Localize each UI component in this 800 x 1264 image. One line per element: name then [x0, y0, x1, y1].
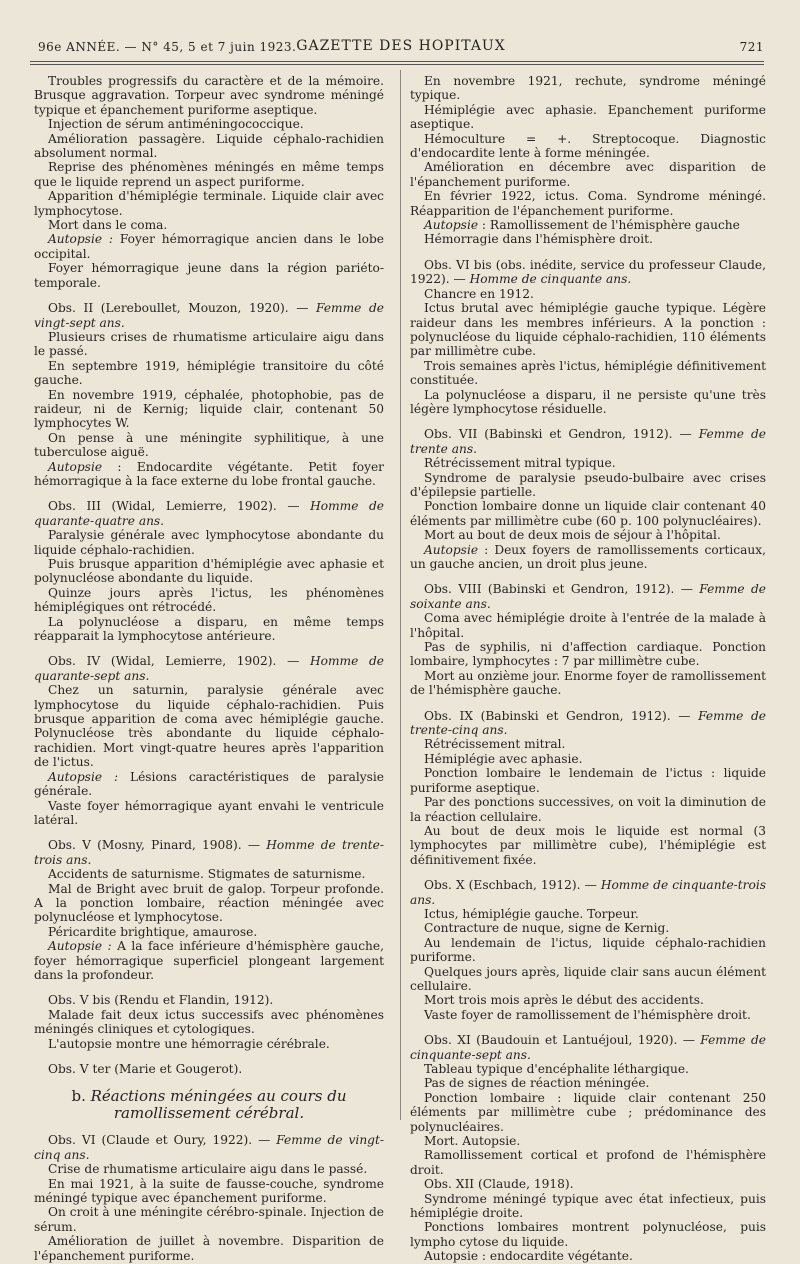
paragraph	[410, 232, 766, 246]
left-column	[34, 74, 384, 1263]
autopsy-label: Autopsie	[48, 459, 103, 474]
paragraph-text: Autopsie : endocardite végétante.	[424, 1249, 633, 1264]
observation-heading	[410, 427, 766, 456]
paragraph-text: Plusieurs crises de rhumatisme articulaire aigu dans le passé.	[34, 329, 384, 359]
paragraph-text: La polynucléose a disparu, en même temps réapparait la lymphocytose antérieure.	[34, 614, 384, 644]
issue-info: 96e ANNÉE. — N° 45, 5 et 7 juin 1923.	[38, 40, 297, 54]
paragraph-text: En novembre 1921, rechute, syndrome méningé typique.	[410, 74, 766, 103]
patient-description: Homme de cinquante ans.	[469, 272, 632, 287]
paragraph	[34, 615, 384, 644]
paragraph-text: Malade fait deux ictus successifs avec phénomènes méningés cliniques et cytologiques.	[34, 1007, 384, 1037]
paragraph	[34, 388, 384, 431]
autopsy-label: Autopsie	[424, 218, 479, 233]
paragraph	[34, 1177, 384, 1206]
paragraph	[410, 103, 766, 132]
paragraph	[34, 867, 384, 881]
paragraph	[34, 74, 384, 117]
observation-ref: Obs. VI bis (obs. inédite, service du professeur Claude, 1922). —	[410, 257, 766, 287]
header-rule-double	[30, 64, 764, 65]
patient-description: Femme de soixante ans.	[410, 582, 766, 611]
paragraph-text: Hémiplégie avec aphasie. Epanchement puriforme aseptique.	[410, 102, 766, 132]
paragraph-text: Mort. Autopsie.	[424, 1134, 521, 1149]
paragraph	[410, 766, 766, 795]
paragraph	[34, 232, 384, 261]
paragraph	[34, 799, 384, 828]
paragraph	[410, 218, 766, 232]
paragraph-text: Quinze jours après l'ictus, les phénomènes hémiplégiques ont rétrocédé.	[34, 585, 384, 615]
paragraph	[410, 499, 766, 528]
paragraph-text: Apparition d'hémiplégie terminale. Liquide clair avec lymphocytose.	[34, 189, 384, 218]
paragraph-text: Ictus brutal avec hémiplégie gauche typique. Légère raideur dans les membres inférieurs. A la ponction : polynucléose du liquide céphalo-rachidien, 110 éléments par millimètre cube.	[410, 301, 766, 359]
paragraph	[410, 752, 766, 766]
observation-heading	[34, 993, 384, 1007]
paragraph-text: Contracture de nuque, signe de Kernig.	[424, 921, 670, 936]
paragraph	[34, 1037, 384, 1051]
paragraph	[410, 388, 766, 417]
paragraph	[410, 1148, 766, 1177]
paragraph	[410, 301, 766, 359]
paragraph-text: Au bout de deux mois le liquide est normal (3 lymphocytes par millimètre cube), l'hémiplégie est définitivement fixée.	[410, 823, 766, 867]
observation-ref: Obs. VIII (Babinski et Gendron, 1912). —	[424, 582, 700, 597]
paragraph	[34, 1162, 384, 1176]
paragraph	[410, 287, 766, 301]
paragraph-text: : Deux foyers de ramollissements corticaux, un gauche ancien, un droit plus jeune.	[410, 542, 766, 571]
paragraph-text: Trois semaines après l'ictus, hémiplégie définitivement constituée.	[410, 358, 766, 388]
paragraph-text: Mort trois mois après le début des accidents.	[424, 993, 704, 1008]
paragraph-text: A la face inférieure d'hémisphère gauche, foyer hémorragique superficiel plongeant largement dans la profondeur.	[34, 939, 384, 982]
paragraph-text: Mort au onzième jour. Enorme foyer de ramollissement de l'hémisphère gauche.	[410, 668, 766, 698]
paragraph-text: Péricardite brightique, amaurose.	[48, 924, 258, 939]
patient-description: Homme de quarante-quatre ans.	[34, 499, 384, 528]
page-header	[38, 34, 764, 60]
paragraph-text: Puis brusque apparition d'hémiplégie avec aphasie et polynucléose abondante du liquide.	[34, 557, 384, 586]
paragraph-text: : Ramollissement de l'hémisphère gauche	[478, 218, 740, 233]
paragraph	[34, 218, 384, 232]
right-column	[410, 74, 766, 1264]
paragraph-text: En mai 1921, à la suite de fausse-couche, syndrome méningé typique avec épanchement puriforme.	[34, 1176, 384, 1206]
paragraph	[34, 359, 384, 388]
paragraph	[410, 189, 766, 218]
paragraph-text: Coma avec hémiplégie droite à l'entrée de la malade à l'hôpital.	[410, 611, 766, 640]
paragraph-text: Crise de rhumatisme articulaire aigu dans le passé.	[48, 1162, 368, 1177]
observation-heading	[34, 301, 384, 330]
autopsy-label: Autopsie :	[48, 939, 112, 954]
patient-description: Homme de quarante-sept ans.	[34, 654, 384, 683]
observation-heading	[34, 499, 384, 528]
paragraph-text: Syndrome de paralysie pseudo-bulbaire avec crises d'épilepsie partielle.	[410, 470, 766, 499]
paragraph	[410, 1177, 766, 1191]
paragraph-text: Obs. XII (Claude, 1918).	[424, 1177, 574, 1192]
paragraph-text: On croit à une méningite cérébro-spinale. Injection de sérum.	[34, 1205, 384, 1234]
autopsy-label: Autopsie	[424, 542, 479, 557]
paragraph-text: Ponctions lombaires montrent polynucléose, puis lympho cytose du liquide.	[410, 1220, 766, 1249]
paragraph	[410, 936, 766, 965]
paragraph	[34, 683, 384, 769]
observation-ref: Obs. IV (Widal, Lemierre, 1902). —	[48, 654, 310, 669]
paragraph	[34, 117, 384, 131]
paragraph	[410, 1220, 766, 1249]
paragraph-text: Hémorragie dans l'hémisphère droit.	[424, 232, 653, 247]
paragraph	[410, 543, 766, 572]
paragraph	[410, 132, 766, 161]
paragraph-text: Ramollissement cortical et profond de l'hémisphère droit.	[410, 1148, 766, 1177]
paragraph	[34, 925, 384, 939]
paragraph-text: Accidents de saturnisme. Stigmates de saturnisme.	[48, 867, 366, 882]
paragraph-text: Ponction lombaire le lendemain de l'ictus : liquide puriforme aseptique.	[410, 766, 766, 795]
paragraph-text: Troubles progressifs du caractère et de la mémoire. Brusque aggravation. Torpeur avec syndrome méningé typique et épanchement puriforme aseptique.	[34, 74, 384, 117]
autopsy-label: Autopsie :	[48, 232, 114, 247]
paragraph	[34, 586, 384, 615]
paragraph	[410, 993, 766, 1007]
paragraph	[410, 907, 766, 921]
paragraph	[410, 456, 766, 470]
paragraph-text: Pas de signes de réaction méningée.	[424, 1076, 650, 1091]
paragraph-text: Lésions caractéristiques de paralysie générale.	[34, 769, 384, 799]
observation-heading	[34, 838, 384, 867]
paragraph-text: On pense à une méningite syphilitique, à une tuberculose aiguë.	[34, 430, 384, 460]
paragraph	[34, 557, 384, 586]
paragraph	[410, 640, 766, 669]
observation-heading	[34, 1062, 384, 1076]
observation-heading	[34, 1133, 384, 1162]
observation-ref: Obs. II (Lereboullet, Mouzon, 1920). —	[48, 301, 317, 316]
paragraph-text: Injection de sérum antiméningococcique.	[48, 117, 304, 132]
paragraph	[410, 471, 766, 500]
patient-description: Homme de cinquante-trois ans.	[410, 878, 766, 907]
paragraph	[34, 189, 384, 218]
header-rule	[30, 61, 764, 62]
paragraph-text: Par des ponctions successives, on voit la diminution de la réaction cellulaire.	[410, 795, 766, 824]
observation-heading	[34, 654, 384, 683]
paragraph	[410, 359, 766, 388]
paragraph	[410, 1091, 766, 1134]
paragraph	[34, 431, 384, 460]
paragraph	[410, 737, 766, 751]
paragraph	[410, 795, 766, 824]
observation-heading	[410, 878, 766, 907]
paragraph-text: Vaste foyer hémorragique ayant envahi le ventricule latéral.	[34, 798, 384, 827]
journal-title: GAZETTE DES HOPITAUX	[296, 38, 506, 54]
paragraph	[34, 1234, 384, 1263]
observation-ref: Obs. X (Eschbach, 1912). —	[424, 878, 601, 893]
paragraph	[34, 1008, 384, 1037]
paragraph-text: Amélioration en décembre avec disparition de l'épanchement puriforme.	[410, 160, 766, 189]
paragraph	[34, 330, 384, 359]
paragraph-text: Ponction lombaire : liquide clair contenant 250 éléments par millimètre cube ; prédominance des polynucléaires.	[410, 1090, 766, 1134]
paragraph-text: Ictus, hémiplégie gauche. Torpeur.	[424, 906, 639, 921]
observation-heading	[410, 1033, 766, 1062]
paragraph	[410, 1192, 766, 1221]
section-title	[34, 1088, 384, 1122]
observation-heading	[410, 709, 766, 738]
paragraph-text: Foyer hémorragique ancien dans le lobe occipital.	[34, 232, 384, 261]
observation-ref: Obs. VII (Babinski et Gendron, 1912). —	[424, 427, 699, 442]
paragraph-text: : Endocardite végétante. Petit foyer hémorragique à la face externe du lobe frontal gauche.	[34, 459, 384, 488]
paragraph-text: Tableau typique d'encéphalite léthargique.	[424, 1062, 689, 1076]
autopsy-label: Autopsie :	[48, 769, 119, 784]
paragraph-text: Rétrécissement mitral.	[424, 737, 566, 752]
observation-ref: Obs. IX (Babinski et Gendron, 1912). —	[424, 708, 699, 723]
patient-description: Femme de cinquante-sept ans.	[410, 1033, 766, 1062]
patient-description: Femme de trente-cinq ans.	[410, 708, 766, 738]
patient-description: Femme de vingt-sept ans.	[34, 301, 384, 330]
paragraph	[410, 611, 766, 640]
paragraph	[410, 528, 766, 542]
observation-ref: Obs. V (Mosny, Pinard, 1908). —	[48, 838, 267, 853]
column-divider	[400, 70, 401, 1120]
observation-ref: Obs. III (Widal, Lemierre, 1902). —	[48, 499, 311, 514]
paragraph-text: Au lendemain de l'ictus, liquide céphalo-rachidien puriforme.	[410, 935, 766, 965]
paragraph-text: Reprise des phénomènes méningés en même temps que le liquide reprend un aspect puriforme.	[34, 160, 384, 189]
observation-ref: Obs. V ter (Marie et Gougerot).	[48, 1062, 243, 1076]
paragraph-text: Syndrome méningé typique avec état infectieux, puis hémiplégie droite.	[410, 1191, 766, 1221]
observation-ref: Obs. XI (Baudouin et Lantuéjoul, 1920). —	[424, 1033, 701, 1048]
paragraph	[34, 132, 384, 161]
paragraph	[410, 1062, 766, 1076]
observation-heading	[410, 258, 766, 287]
observation-heading	[410, 582, 766, 611]
paragraph	[410, 1076, 766, 1090]
patient-description: Femme de vingt-cinq ans.	[34, 1133, 384, 1162]
paragraph	[410, 1134, 766, 1148]
page-number: 721	[739, 40, 764, 54]
patient-description: Homme de trente-trois ans.	[34, 838, 384, 867]
paragraph-text: Mort au bout de deux mois de séjour à l'hôpital.	[424, 528, 721, 543]
paragraph	[34, 261, 384, 290]
paragraph-text: Pas de syphilis, ni d'affection cardiaque. Ponction lombaire, lymphocytes : 7 par millimètre cube.	[410, 640, 766, 669]
paragraph-text: Chez un saturnin, paralysie générale avec lymphocytose du liquide céphalo-rachidien. Puis brusque apparition de coma avec hémiplégie gauche. Polynucléose très abondante du liquide céphalo-rachidien. Mort vingt-quatre heures après l'apparition de l'ictus.	[34, 683, 384, 770]
paragraph-text: Mal de Bright avec bruit de galop. Torpeur profonde. A la ponction lombaire, réaction méningée avec polynucléose et lymphocytose.	[34, 881, 384, 925]
paragraph-text: Hémoculture = +. Streptocoque. Diagnostic d'endocardite lente à forme méningée.	[410, 131, 766, 161]
section-letter: b.	[71, 1087, 91, 1106]
paragraph-text: Vaste foyer de ramollissement de l'hémisphère droit.	[424, 1007, 751, 1022]
paragraph	[34, 770, 384, 799]
paragraph	[410, 669, 766, 698]
paragraph	[34, 882, 384, 925]
paragraph-text: En septembre 1919, hémiplégie transitoire du côté gauche.	[34, 358, 384, 388]
paragraph	[410, 74, 766, 103]
paragraph-text: Foyer hémorragique jeune dans la région pariéto-temporale.	[34, 261, 384, 290]
observation-ref: Obs. VI (Claude et Oury, 1922). —	[48, 1133, 277, 1148]
patient-description: Femme de trente ans.	[410, 427, 767, 456]
paragraph	[410, 824, 766, 867]
paragraph	[34, 1205, 384, 1234]
paragraph	[410, 160, 766, 189]
paragraph	[410, 921, 766, 935]
paragraph	[410, 1249, 766, 1263]
paragraph	[34, 939, 384, 982]
paragraph	[34, 528, 384, 557]
paragraph-text: Mort dans le coma.	[48, 218, 168, 233]
paragraph-text: En novembre 1919, céphalée, photophobie, pas de raideur, ni de Kernig; liquide clair, contenant 50 lymphocytes W.	[34, 387, 384, 431]
paragraph-text: La polynucléose a disparu, il ne persiste qu'une très légère lymphocytose résiduelle.	[410, 387, 766, 416]
paragraph-text: Amélioration passagère. Liquide céphalo-rachidien absolument normal.	[34, 131, 384, 161]
paragraph	[410, 1008, 766, 1022]
paragraph-text: Rétrécissement mitral typique.	[424, 456, 616, 471]
paragraph	[34, 460, 384, 489]
paragraph	[34, 160, 384, 189]
paragraph	[410, 965, 766, 994]
paragraph-text: Ponction lombaire donne un liquide clair contenant 40 éléments par millimètre cube (60 p. 100 polynucléaires).	[410, 499, 766, 528]
paragraph-text: Hémiplégie avec aphasie.	[424, 751, 583, 766]
section-heading-text: Réactions méningées au cours du ramollissement cérébral.	[90, 1087, 347, 1123]
observation-ref: Obs. V bis (Rendu et Flandin, 1912).	[48, 993, 274, 1008]
paragraph-text: En février 1922, ictus. Coma. Syndrome méningé. Réapparition de l'épanchement puriforme.	[410, 189, 766, 218]
paragraph-text: Paralysie générale avec lymphocytose abondante du liquide céphalo-rachidien.	[34, 528, 384, 557]
paragraph-text: Chancre en 1912.	[424, 286, 534, 301]
paragraph-text: L'autopsie montre une hémorragie cérébrale.	[48, 1036, 330, 1051]
paragraph-text: Amélioration de juillet à novembre. Disparition de l'épanchement puriforme.	[34, 1234, 384, 1263]
paragraph-text: Quelques jours après, liquide clair sans aucun élément cellulaire.	[410, 964, 766, 993]
